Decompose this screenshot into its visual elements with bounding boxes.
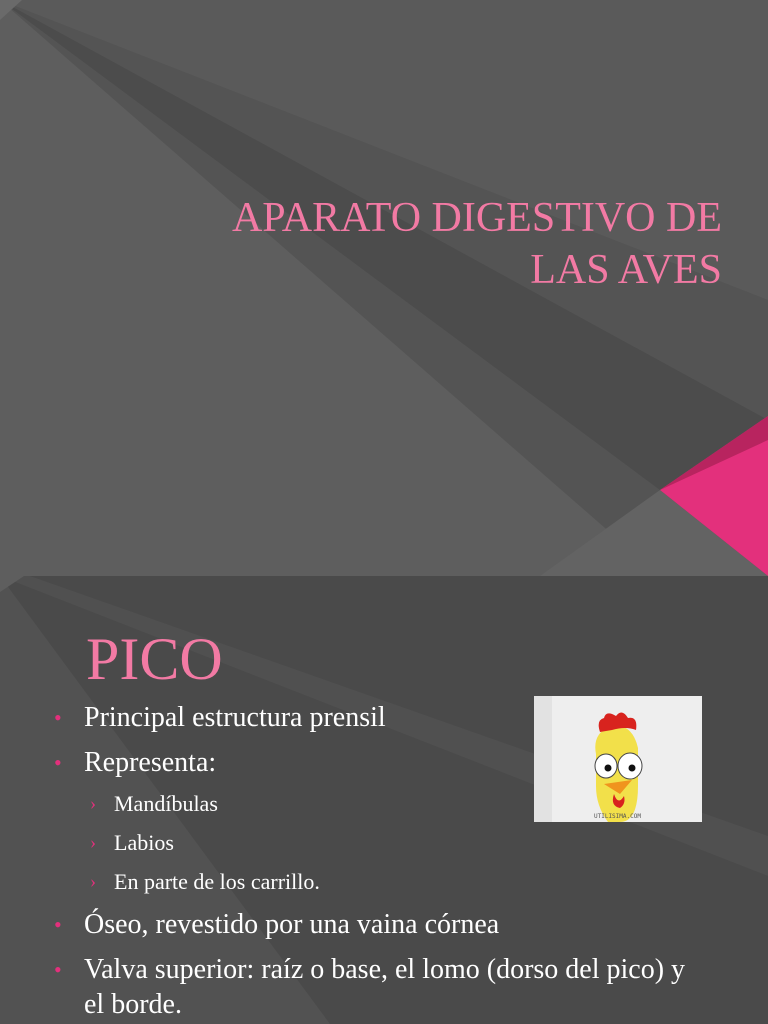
bullet-dot-icon: • <box>54 912 62 937</box>
bullet-text: Principal estructura prensil <box>84 702 386 733</box>
chevron-right-icon: › <box>90 871 96 891</box>
bullet-text: Óseo, revestido por una vaina córnea <box>84 909 500 940</box>
bullet-dot-icon: • <box>54 750 62 775</box>
bullet-item <box>48 907 708 942</box>
bullet-item <box>48 700 708 735</box>
bullet-dot-icon: • <box>54 957 62 982</box>
bullet-list <box>48 700 708 1024</box>
sub-bullet-item <box>48 790 708 818</box>
sub-bullet-item <box>48 868 708 896</box>
slide-title: PICO <box>86 626 223 692</box>
bullet-item <box>48 745 708 780</box>
slide-title: APARATO DIGESTIVO DE LAS AVES <box>231 195 722 293</box>
sub-bullet-text: En parte de los carrillo. <box>114 869 320 894</box>
chevron-right-icon: › <box>90 832 96 852</box>
chevron-right-icon: › <box>90 793 96 813</box>
image-watermark: UTILISIMA.COM <box>594 813 641 820</box>
bullet-dot-icon: • <box>54 705 62 730</box>
content-slide <box>0 576 768 1024</box>
bullet-item <box>48 952 708 1022</box>
sub-bullet-text: Mandíbulas <box>114 791 218 816</box>
bullet-text: Valva superior: raíz o base, el lomo (dorso del pico) y el borde. <box>84 954 686 1020</box>
bullet-text: Representa: <box>84 747 217 778</box>
sub-bullet-text: Labios <box>114 830 174 855</box>
sub-bullet-item <box>48 829 708 857</box>
